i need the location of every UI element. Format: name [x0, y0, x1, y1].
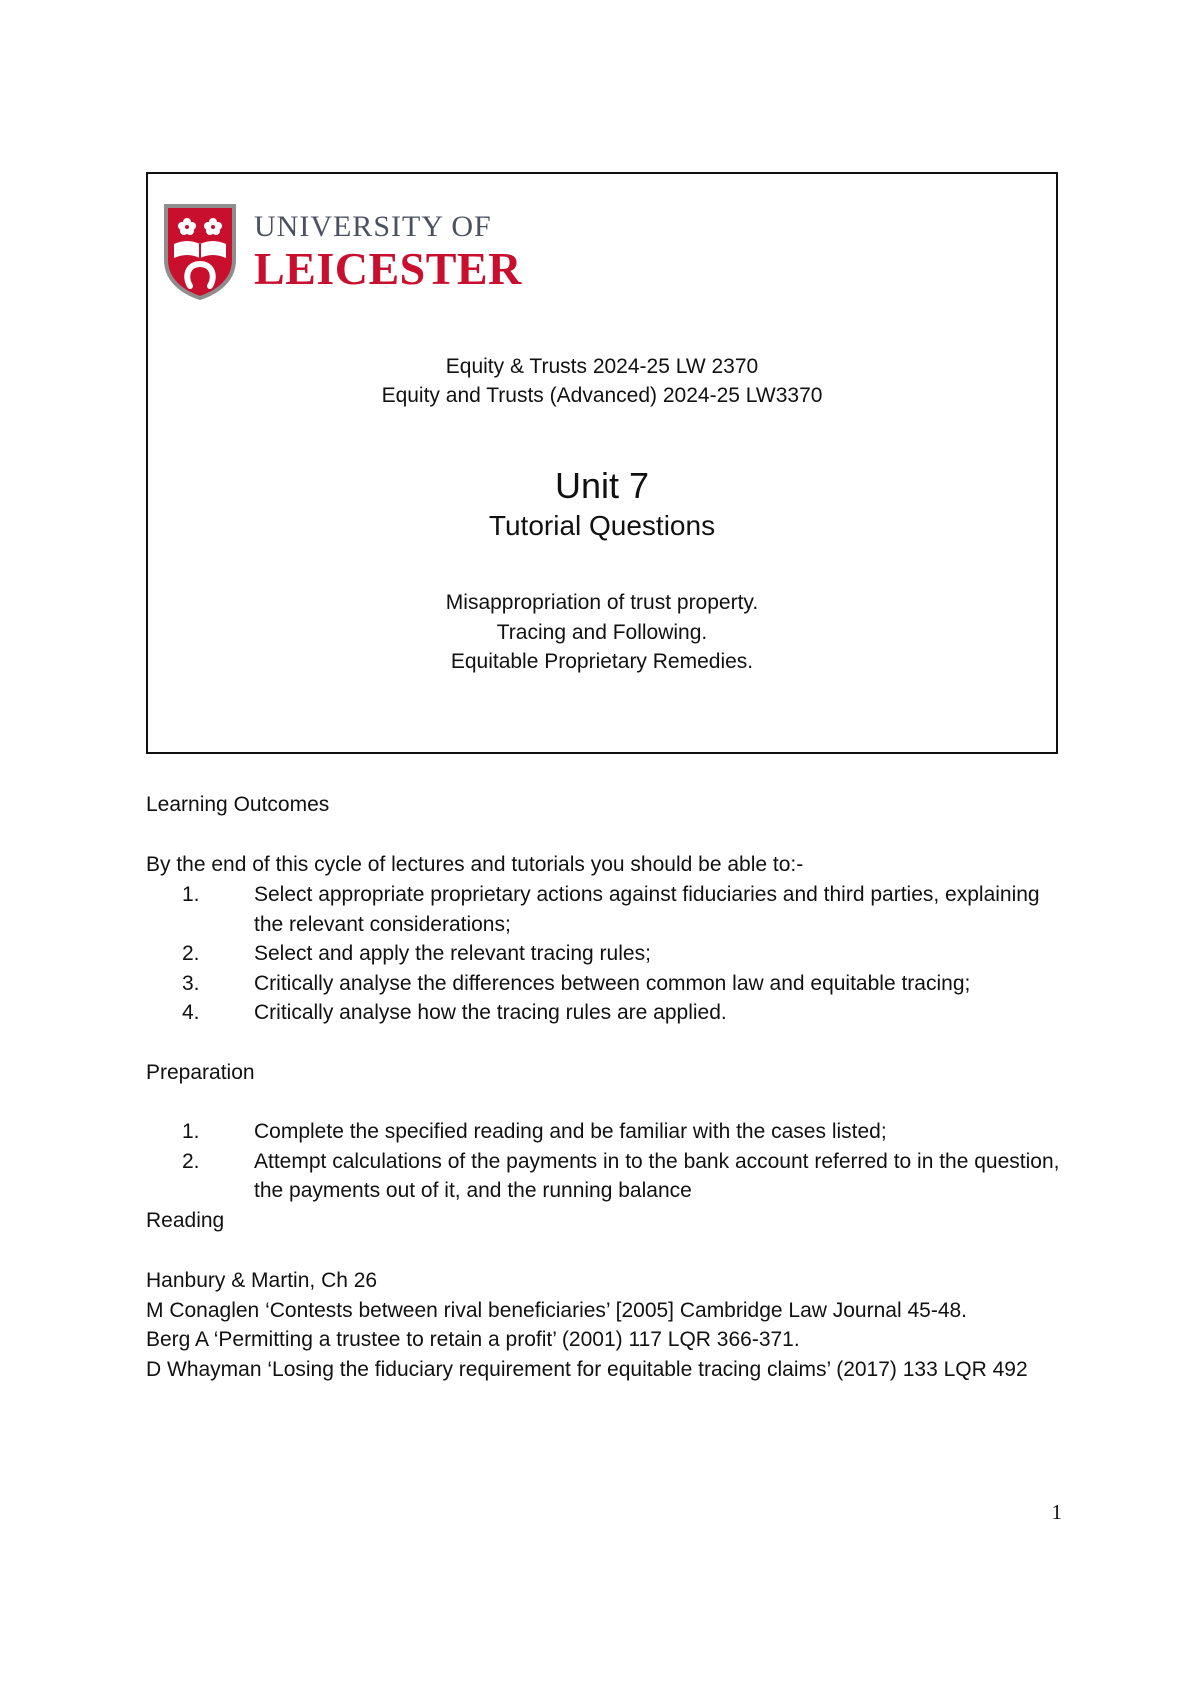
reading-list: [146, 1266, 1066, 1384]
reading-item: Hanbury & Martin, Ch 26: [146, 1269, 378, 1292]
list-item: [146, 998, 1066, 1028]
list-item: [146, 880, 1066, 939]
topic-list: [148, 588, 1056, 677]
list-item-number: 1.: [182, 1120, 200, 1143]
title-box: [146, 172, 1058, 754]
course-line-1: Equity & Trusts 2024-25 LW 2370: [445, 355, 759, 378]
course-lines: [148, 352, 1056, 410]
topic-line-1: Misappropriation of trust property.: [445, 591, 759, 614]
list-item-number: 1.: [182, 883, 200, 906]
list-item-text: Attempt calculations of the payments in to the bank account referred to in the question, the payments out of it, and the running balance: [254, 1149, 1060, 1202]
logo-line-leicester: LEICESTER: [254, 243, 522, 294]
reading-item: D Whayman ‘Losing the fiduciary requirement for equitable tracing claims’ (2017) 133 LQR 492: [146, 1357, 1028, 1381]
university-logo: [162, 202, 522, 300]
unit-heading: [148, 464, 1056, 544]
list-item-number: 3.: [182, 971, 200, 995]
learning-outcomes-list: [146, 880, 1066, 1028]
unit-subtitle: Tutorial Questions: [488, 510, 716, 541]
learning-outcomes-heading: Learning Outcomes: [146, 793, 330, 816]
logo-line-university-of: UNIVERSITY OF: [254, 210, 492, 243]
reading-heading: Reading: [146, 1209, 225, 1232]
reading-item: Berg A ‘Permitting a trustee to retain a profit’ (2001) 117 LQR 366-371.: [146, 1328, 800, 1351]
list-item-text: Critically analyse the differences between common law and equitable tracing;: [254, 971, 971, 995]
preparation-heading: Preparation: [146, 1061, 255, 1084]
page-number: 1: [1051, 1500, 1062, 1524]
university-crest-icon: [162, 202, 238, 300]
list-item-text: Critically analyse how the tracing rules are applied.: [254, 1001, 727, 1024]
list-item-text: Select and apply the relevant tracing rules;: [254, 942, 651, 965]
list-item-number: 2.: [182, 1149, 200, 1173]
list-item: [146, 969, 1066, 999]
list-item-text: Complete the specified reading and be familiar with the cases listed;: [254, 1120, 887, 1143]
topic-line-3: Equitable Proprietary Remedies.: [450, 650, 754, 673]
reading-item: M Conaglen ‘Contests between rival beneficiaries’ [2005] Cambridge Law Journal 45-48.: [146, 1298, 968, 1322]
topic-line-2: Tracing and Following.: [496, 620, 708, 644]
list-item: [146, 1147, 1066, 1206]
list-item-number: 4.: [182, 1001, 200, 1024]
list-item-text: Select appropriate proprietary actions against fiduciaries and third parties, explaining the relevant considerations;: [254, 883, 1040, 936]
unit-title: Unit 7: [554, 465, 650, 506]
course-line-2: Equity and Trusts (Advanced) 2024-25 LW3370: [381, 384, 823, 407]
learning-outcomes-intro: By the end of this cycle of lectures and tutorials you should be able to:-: [146, 853, 804, 876]
preparation-list: [146, 1117, 1066, 1206]
list-item: [146, 1117, 1066, 1147]
list-item: [146, 939, 1066, 969]
list-item-number: 2.: [182, 942, 200, 965]
